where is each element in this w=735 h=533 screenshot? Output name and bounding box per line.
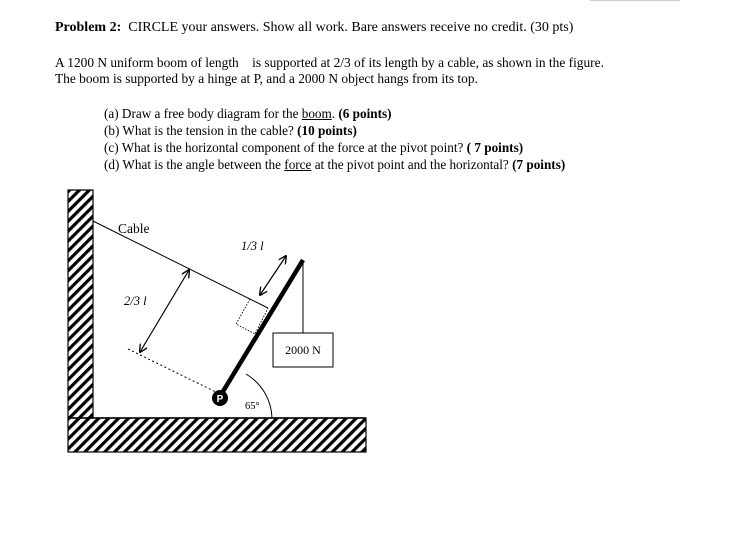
lower-length-label: 2/3 l (124, 294, 147, 308)
statement-line-1: A 1200 N uniform boom of length is supported at 2/3 of its length by a cable, as shown in the figure. (55, 55, 604, 70)
question-a-underlined: boom (301, 106, 332, 121)
problem-instructions: CIRCLE your answers. Show all work. Bare answers receive no credit. (30 pts) (128, 20, 574, 35)
question-d-points: (7 points) (512, 157, 566, 172)
question-a-points: (6 points) (338, 106, 392, 121)
lower-length-arrow (140, 270, 189, 352)
question-b-text: (b) What is the tension in the cable? (104, 123, 298, 138)
statement-line-2: The boom is supported by a hinge at P, and a 2000 N object hangs from its top. (55, 71, 478, 86)
question-d-underlined: force (284, 157, 312, 172)
cable-label: Cable (118, 221, 150, 236)
question-a-suffix: . (331, 106, 339, 121)
question-c-text: (c) What is the horizontal component of the force at the pivot point? (104, 140, 467, 155)
upper-length-arrow (260, 256, 286, 295)
problem-number: Problem 2: (55, 20, 122, 35)
boom (219, 260, 303, 398)
question-d-suffix: at the pivot point and the horizontal? (311, 157, 513, 172)
wall (68, 190, 93, 418)
question-c-points: ( 7 points) (466, 140, 524, 155)
weight-label: 2000 N (285, 343, 321, 357)
question-a-text: (a) Draw a free body diagram for the (104, 106, 302, 121)
reference-dashed-line (128, 349, 222, 395)
floor (68, 418, 366, 452)
pivot-label: P (216, 394, 224, 405)
angle-label: 65° (245, 401, 260, 412)
upper-length-label: 1/3 l (241, 239, 264, 253)
question-b-points: (10 points) (297, 123, 357, 138)
question-d-text: (d) What is the angle between the (104, 157, 285, 172)
pivot-hinge (212, 390, 228, 406)
